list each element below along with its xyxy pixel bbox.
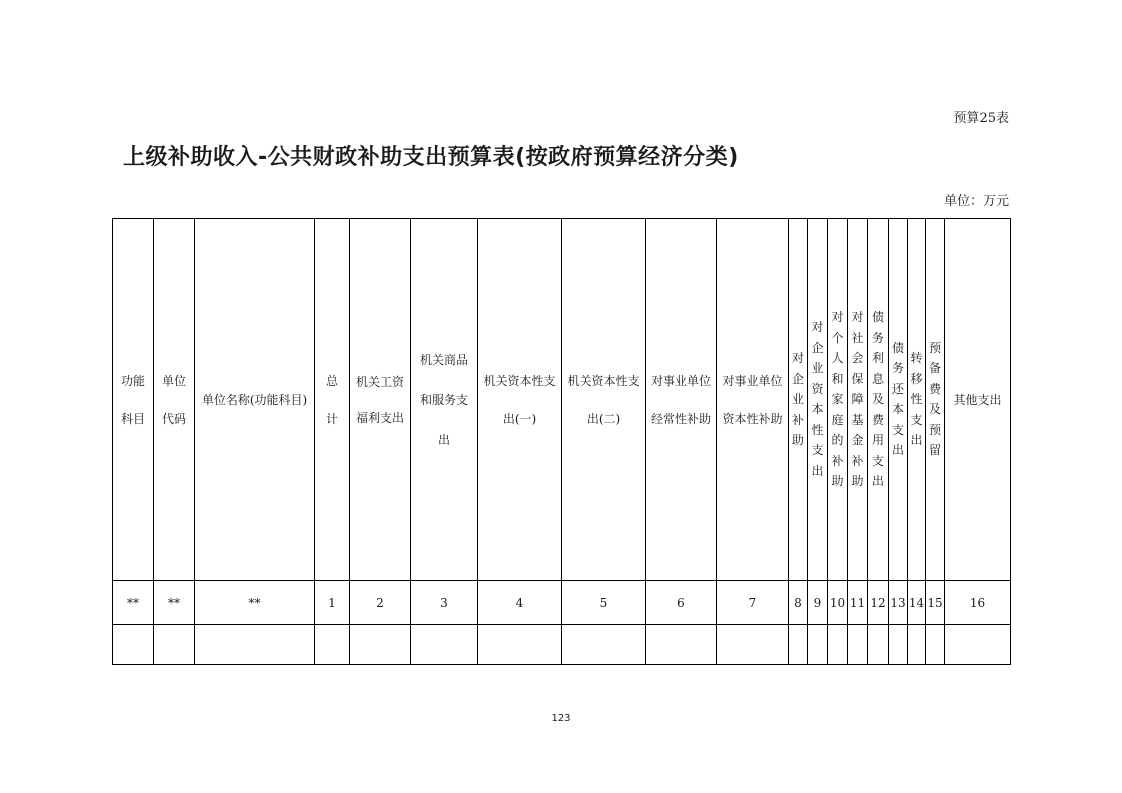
column-header: 债务利息及费用支出	[868, 219, 889, 581]
column-header: 对事业单位经常性补助	[646, 219, 717, 581]
code-cell: 15	[926, 581, 945, 625]
column-header: 预备费及预留	[926, 219, 945, 581]
column-header: 对事业单位资本性补助	[717, 219, 789, 581]
column-header: 对社会保障基金补助	[848, 219, 868, 581]
column-header: 对企业资本性支出	[808, 219, 828, 581]
column-header: 机关资本性支出(二)	[562, 219, 646, 581]
empty-cell	[808, 625, 828, 665]
empty-cell	[195, 625, 315, 665]
column-header: 功能科目	[113, 219, 154, 581]
code-cell: **	[113, 581, 154, 625]
empty-cell	[113, 625, 154, 665]
code-cell: 11	[848, 581, 868, 625]
empty-cell	[717, 625, 789, 665]
column-header: 转移性支出	[908, 219, 926, 581]
column-header: 总计	[315, 219, 350, 581]
column-header: 机关资本性支出(一)	[478, 219, 562, 581]
empty-cell	[154, 625, 195, 665]
empty-cell	[562, 625, 646, 665]
code-cell: 16	[945, 581, 1011, 625]
code-cell: 5	[562, 581, 646, 625]
empty-cell	[848, 625, 868, 665]
column-header: 单位代码	[154, 219, 195, 581]
code-cell: 1	[315, 581, 350, 625]
code-cell: 7	[717, 581, 789, 625]
code-cell: 3	[411, 581, 478, 625]
empty-cell	[789, 625, 808, 665]
empty-cell	[926, 625, 945, 665]
column-header: 机关工资福利支出	[350, 219, 411, 581]
code-cell: 14	[908, 581, 926, 625]
code-row	[113, 581, 1011, 625]
empty-row	[113, 625, 1011, 665]
page-title: 上级补助收入-公共财政补助支出预算表(按政府预算经济分类)	[123, 145, 739, 170]
unit-label: 单位：万元	[943, 194, 1009, 209]
empty-cell	[889, 625, 908, 665]
table-number: 预算25表	[953, 111, 1009, 126]
column-header: 单位名称(功能科目)	[195, 219, 315, 581]
code-cell: 2	[350, 581, 411, 625]
header-row	[113, 219, 1011, 581]
empty-cell	[350, 625, 411, 665]
empty-cell	[908, 625, 926, 665]
empty-cell	[315, 625, 350, 665]
empty-cell	[868, 625, 889, 665]
empty-cell	[646, 625, 717, 665]
budget-table	[112, 218, 1011, 665]
page-number: 123	[551, 713, 571, 724]
code-cell: 9	[808, 581, 828, 625]
code-cell: 8	[789, 581, 808, 625]
column-header: 债务还本支出	[889, 219, 908, 581]
column-header: 对个人和家庭的补助	[828, 219, 848, 581]
empty-cell	[828, 625, 848, 665]
empty-cell	[945, 625, 1011, 665]
code-cell: 12	[868, 581, 889, 625]
column-header: 对企业补助	[789, 219, 808, 581]
column-header: 机关商品和服务支出	[411, 219, 478, 581]
code-cell: 6	[646, 581, 717, 625]
empty-cell	[478, 625, 562, 665]
code-cell: 13	[889, 581, 908, 625]
code-cell: **	[154, 581, 195, 625]
code-cell: 10	[828, 581, 848, 625]
column-header: 其他支出	[945, 219, 1011, 581]
empty-cell	[411, 625, 478, 665]
code-cell: **	[195, 581, 315, 625]
code-cell: 4	[478, 581, 562, 625]
